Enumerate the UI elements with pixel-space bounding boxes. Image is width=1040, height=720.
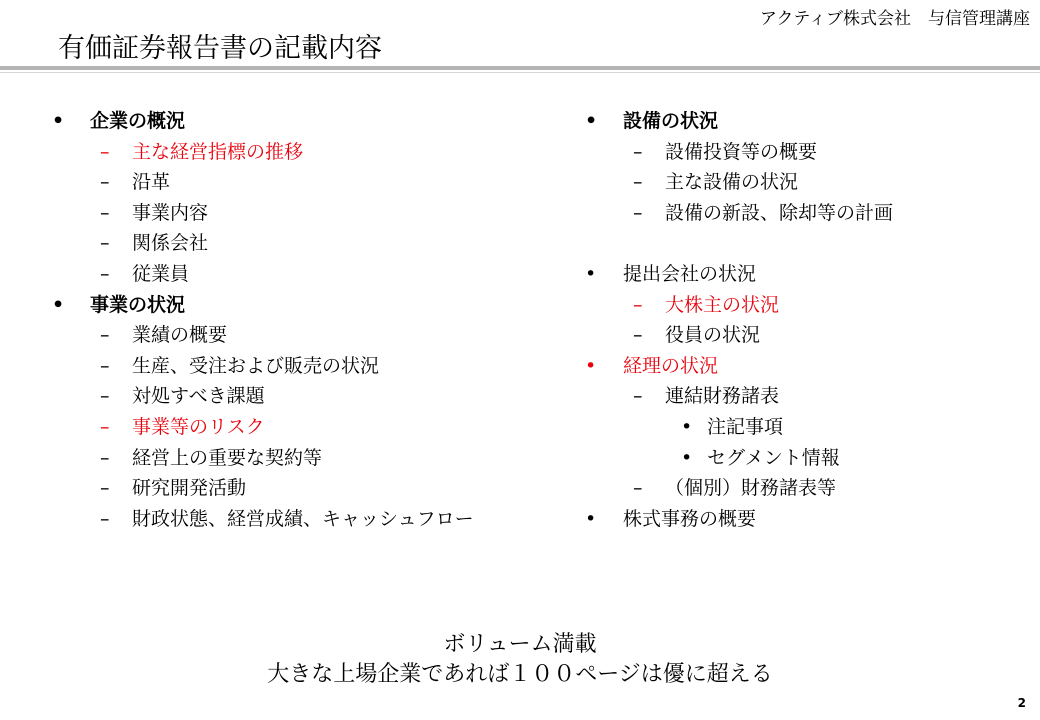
item-text: 経営上の重要な契約等 <box>132 446 323 469</box>
list-item <box>585 320 893 351</box>
item-text: 対処すべき課題 <box>132 385 265 408</box>
dash-marker: – <box>100 507 110 530</box>
bullet-marker: • <box>585 507 597 530</box>
dash-marker: – <box>100 385 110 408</box>
list-item <box>52 351 474 382</box>
item-text: 事業内容 <box>132 201 209 224</box>
dash-marker: – <box>100 232 110 255</box>
list-item <box>52 167 474 198</box>
item-text: 財政状態、経営成績、キャッシュフロー <box>132 507 474 530</box>
item-text: （個別）財務諸表等 <box>665 477 837 500</box>
dash-marker: – <box>633 324 643 347</box>
company-name: アクティブ株式会社 与信管理講座 <box>759 9 1030 29</box>
dash-marker: – <box>100 262 110 285</box>
item-text: 役員の状況 <box>665 324 761 347</box>
item-text: 生産、受注および販売の状況 <box>132 354 380 377</box>
right-outline-list <box>585 106 893 534</box>
list-item <box>585 412 893 443</box>
dash-marker: – <box>100 140 110 163</box>
item-text: 主な設備の状況 <box>665 171 799 194</box>
list-item <box>52 228 474 259</box>
list-item <box>52 198 474 229</box>
list-item <box>52 137 474 168</box>
list-item <box>585 381 893 412</box>
item-text: 研究開発活動 <box>132 477 247 500</box>
item-text: 従業員 <box>132 262 190 285</box>
list-item <box>585 106 893 137</box>
dash-marker: – <box>633 140 643 163</box>
bullet-marker: • <box>585 354 597 377</box>
list-item <box>585 259 893 290</box>
bullet-marker: • <box>52 110 65 132</box>
item-text: 大株主の状況 <box>665 293 780 316</box>
list-item <box>52 106 474 137</box>
list-item <box>585 351 893 382</box>
dash-marker: – <box>100 171 110 194</box>
bullet-marker: • <box>52 293 65 316</box>
list-item <box>585 137 893 168</box>
footer-line-1: ボリューム満載 <box>443 632 597 657</box>
list-item <box>52 473 474 504</box>
left-outline-list <box>52 106 474 534</box>
list-item <box>585 443 893 474</box>
item-text: 設備の状況 <box>623 110 719 132</box>
dash-marker: – <box>100 415 110 438</box>
dash-marker: – <box>633 201 643 224</box>
page-number: 2 <box>1017 696 1026 710</box>
dash-marker: – <box>100 324 110 347</box>
list-item <box>585 504 893 535</box>
slide-title: 有価証券報告書の記載内容 <box>58 33 382 64</box>
bullet-marker: • <box>681 446 693 469</box>
item-text: 連結財務諸表 <box>665 385 780 408</box>
dash-marker: – <box>100 446 110 469</box>
item-text: 株式事務の概要 <box>623 507 757 530</box>
dash-marker: – <box>100 201 110 224</box>
item-text: 沿革 <box>132 171 171 194</box>
dash-marker: – <box>100 477 110 500</box>
item-text: 事業の状況 <box>90 293 186 316</box>
list-item <box>585 473 893 504</box>
item-text: 主な経営指標の推移 <box>132 140 304 163</box>
title-divider-shadow <box>0 72 1040 73</box>
dash-marker: – <box>633 477 643 500</box>
item-text: 業績の概要 <box>132 324 228 347</box>
bullet-marker: • <box>681 415 693 438</box>
list-item <box>52 412 474 443</box>
dash-marker: – <box>633 171 643 194</box>
dash-marker: – <box>633 293 643 316</box>
footer-line-2: 大きな上場企業であれば１００ページは優に超える <box>267 662 773 687</box>
bullet-marker: • <box>585 110 598 132</box>
item-text: 提出会社の状況 <box>623 262 757 285</box>
item-text: 設備の新設、除却等の計画 <box>665 201 894 224</box>
list-item <box>585 290 893 321</box>
list-item <box>585 198 893 229</box>
list-item <box>52 504 474 535</box>
bullet-marker: • <box>585 262 597 285</box>
item-text: 事業等のリスク <box>132 415 265 438</box>
item-text: 経理の状況 <box>623 354 719 377</box>
dash-marker: – <box>633 385 643 408</box>
footer-note <box>0 630 1040 690</box>
list-item <box>52 381 474 412</box>
title-divider <box>0 66 1040 70</box>
list-item <box>585 167 893 198</box>
list-item <box>52 443 474 474</box>
list-item <box>52 290 474 321</box>
list-spacer <box>585 228 893 259</box>
item-text: 関係会社 <box>132 232 209 255</box>
dash-marker: – <box>100 354 110 377</box>
list-item <box>52 259 474 290</box>
item-text: 企業の概況 <box>90 110 186 132</box>
item-text: 注記事項 <box>707 415 784 438</box>
item-text: セグメント情報 <box>707 446 840 469</box>
list-item <box>52 320 474 351</box>
item-text: 設備投資等の概要 <box>665 140 818 163</box>
